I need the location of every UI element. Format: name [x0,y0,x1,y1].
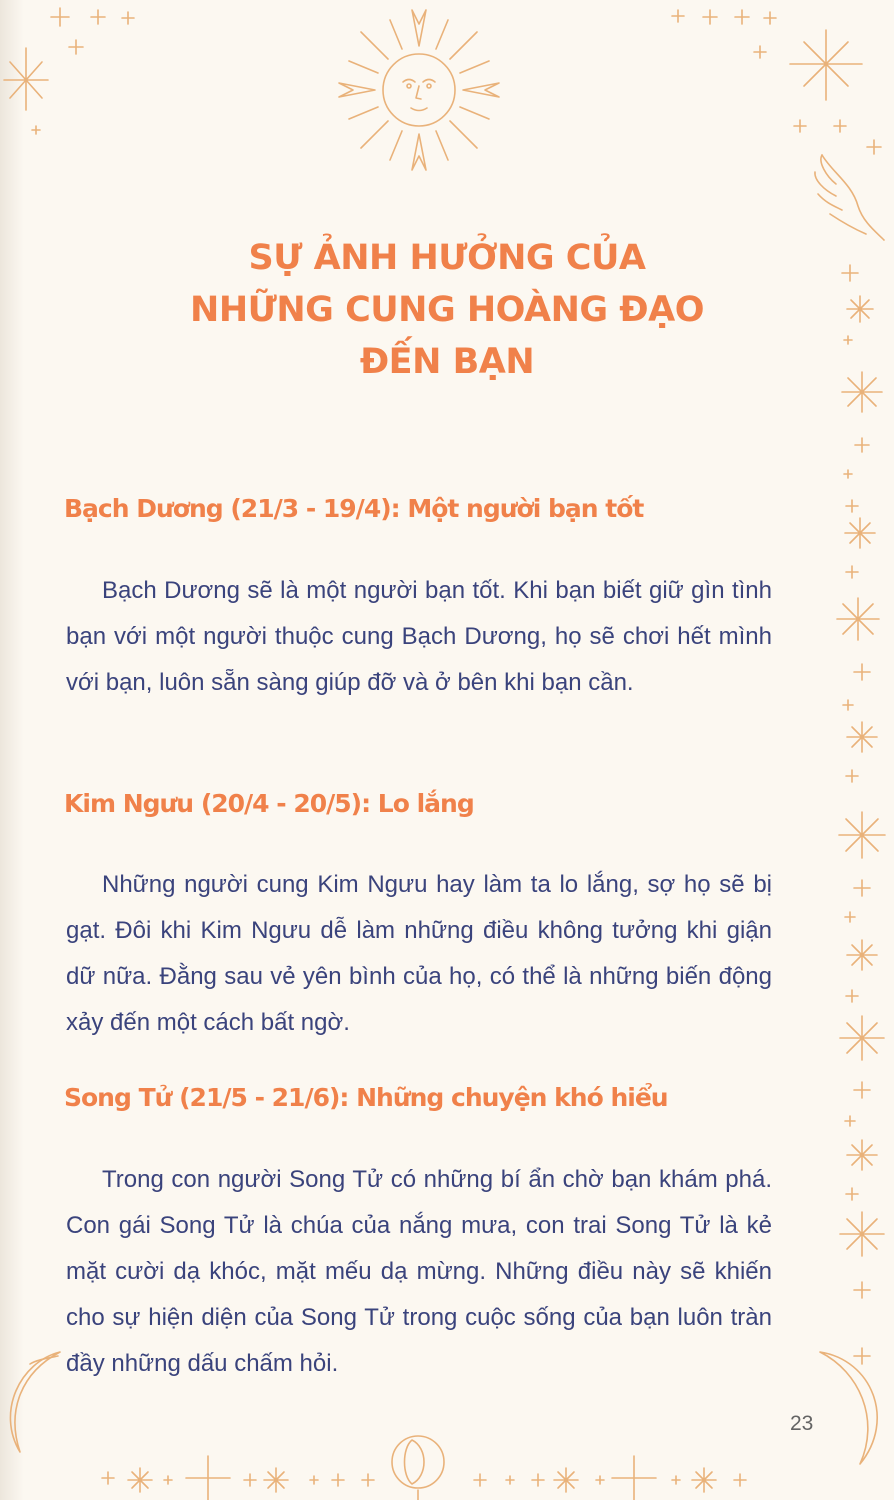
section-body-song-tu: Trong con người Song Tử có những bí ẩn chờ bạn khám phá. Con gái Song Tử là chúa của nắng mưa, con trai Song Tử là kẻ mặt cười dạ khóc, mặt mếu dạ mừng. Những điều này sẽ khiến cho sự hiện diện của Song Tử trong cuộc sống của bạn luôn tràn đầy những dấu chấm hỏi. [66,1166,772,1377]
section-heading-bach-duong: Bạch Dương (21/3 - 19/4): Một người bạn tốt [64,494,644,523]
section-body-bach-duong: Bạch Dương sẽ là một người bạn tốt. Khi bạn biết giữ gìn tình bạn với một người thuộc cung Bạch Dương, họ sẽ chơi hết mình với bạn, luôn sẵn sàng giúp đỡ và ở bên khi bạn cần. [66,577,772,696]
title-line-1: SỰ ẢNH HƯỞNG CỦA [248,238,646,278]
hand-icon [815,155,884,240]
star-sparkle-icon [102,1436,746,1500]
title-line-3: ĐẾN BẠN [359,342,535,382]
star-sparkle-icon [672,10,881,154]
sun-face-icon [339,10,499,170]
section-heading-song-tu: Song Tử (21/5 - 21/6): Những chuyện khó hiểu [64,1083,668,1112]
page-number: 23 [790,1412,814,1435]
section-heading-kim-nguu: Kim Ngưu (20/4 - 20/5): Lo lắng [64,789,474,818]
star-sparkle-icon [837,265,885,1364]
page-title [90,232,804,388]
page-binding-shadow [0,0,24,1500]
section-body-kim-nguu: Những người cung Kim Ngưu hay làm ta lo lắng, sợ họ sẽ bị gạt. Đôi khi Kim Ngưu dễ làm những điều không tưởng khi giận dữ nữa. Đằng sau vẻ yên bình của họ, có thể là những biến động xảy đến một cách bất ngờ. [66,871,772,1036]
title-line-2: NHỮNG CUNG HOÀNG ĐẠO [190,290,704,330]
